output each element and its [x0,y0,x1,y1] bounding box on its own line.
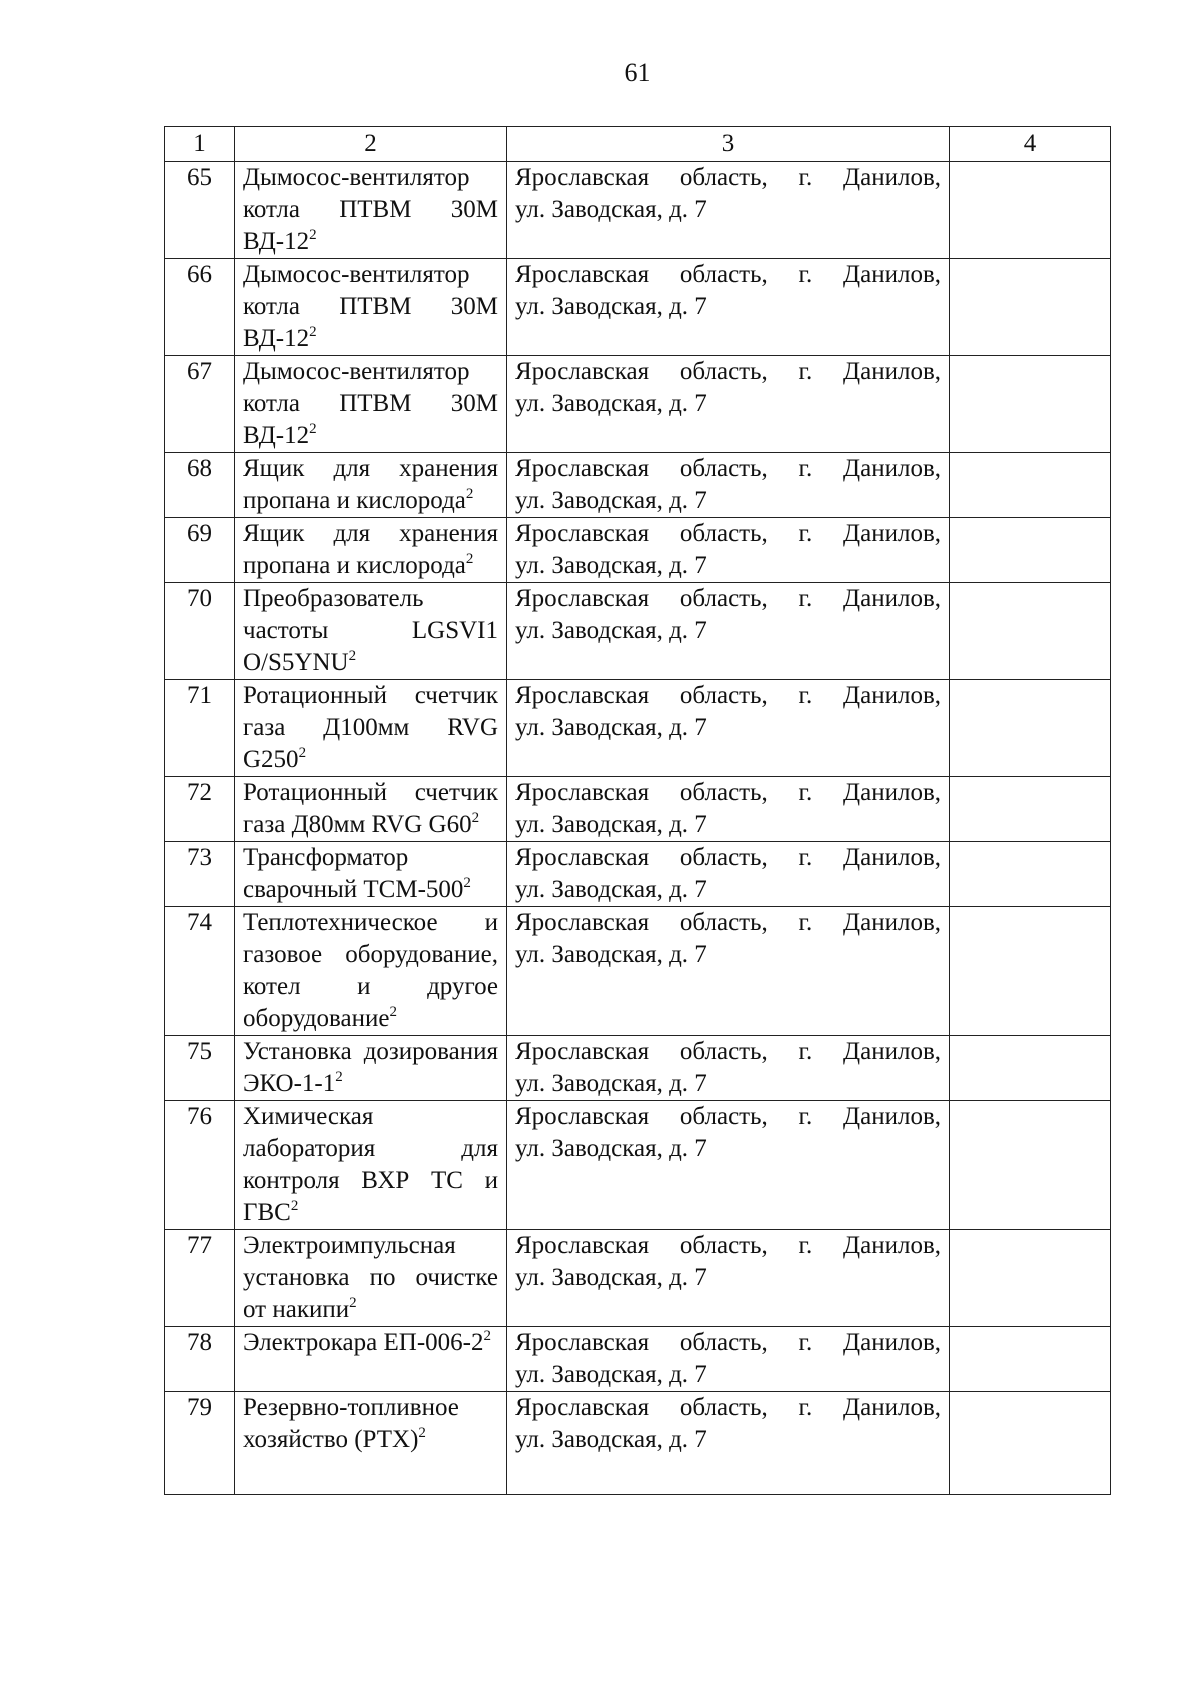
footnote-marker: 2 [309,421,317,437]
footnote-marker: 2 [465,486,474,502]
table-row [165,777,1111,842]
equipment-name: Ротационный счетчик газа Д80мм RVG $G60^2$ [235,777,507,842]
row-number: 68 [165,453,235,518]
equipment-table [164,126,1111,1495]
row-number: 76 [165,1101,235,1230]
footnote-marker: 2 [465,551,474,567]
column-4-cell [950,162,1111,259]
table-row [165,259,1111,356]
footnote-marker: 2 [483,1328,491,1344]
table-row [165,842,1111,907]
table-row [165,1327,1111,1392]
column-4-cell [950,1327,1111,1392]
equipment-name: Электрокара $ЕП-006-2^2$ [235,1327,507,1392]
table-row [165,453,1111,518]
address: Ярославская область, г. Данилов, ул. Заводская, д. 7 [507,453,950,518]
column-4-cell [950,583,1111,680]
row-number: 65 [165,162,235,259]
equipment-name: Ящик для хранения пропана и кислорода$^2$ [235,453,507,518]
table-row [165,1101,1111,1230]
row-number: 70 [165,583,235,680]
address: Ярославская область, г. Данилов, ул. Заводская, д. 7 [507,1036,950,1101]
address: Ярославская область, г. Данилов, ул. Заводская, д. 7 [507,1327,950,1392]
equipment-name: Дымосос-вентилятор котла ПТВМ 30М $ВД-12^2$ [235,356,507,453]
table-row [165,1036,1111,1101]
equipment-name: Преобразователь частоты LGSVI1 O/S5YNU$^2$ [235,583,507,680]
column-header-1: 1 [165,127,235,162]
address: Ярославская область, г. Данилов, ул. Заводская, д. 7 [507,1101,950,1230]
column-4-cell [950,356,1111,453]
column-4-cell [950,777,1111,842]
column-4-cell [950,1036,1111,1101]
page-number: 61 [624,58,651,87]
column-4-cell [950,259,1111,356]
address: Ярославская область, г. Данилов, ул. Заводская, д. 7 [507,356,950,453]
footnote-marker: 2 [471,810,480,826]
column-4-cell [950,1392,1111,1495]
equipment-name: Химическая лаборатория для контроля ВХР ТС и ГВС$^2$ [235,1101,507,1230]
address: Ярославская область, г. Данилов, ул. Заводская, д. 7 [507,259,950,356]
column-header-4: 4 [950,127,1111,162]
address: Ярославская область, г. Данилов, ул. Заводская, д. 7 [507,842,950,907]
address: Ярославская область, г. Данилов, ул. Заводская, д. 7 [507,680,950,777]
column-4-cell [950,453,1111,518]
address: Ярославская область, г. Данилов, ул. Заводская, д. 7 [507,1230,950,1327]
row-number: 66 [165,259,235,356]
address: Ярославская область, г. Данилов, ул. Заводская, д. 7 [507,907,950,1036]
row-number: 67 [165,356,235,453]
equipment-name: Теплотехническое и газовое оборудование, котел и другое оборудование$^2$ [235,907,507,1036]
column-header-3: 3 [507,127,950,162]
address: Ярославская область, г. Данилов, ул. Заводская, д. 7 [507,162,950,259]
column-4-cell [950,842,1111,907]
footnote-marker: 2 [463,875,471,891]
footnote-marker: 2 [389,1004,397,1020]
row-number: 69 [165,518,235,583]
table-row [165,907,1111,1036]
table-header-row [165,127,1111,162]
row-number: 71 [165,680,235,777]
row-number: 73 [165,842,235,907]
table-row [165,518,1111,583]
footnote-marker: 2 [335,1069,343,1085]
footnote-marker: 2 [349,1295,357,1311]
footnote-marker: 2 [290,1198,299,1214]
table-row [165,680,1111,777]
address: Ярославская область, г. Данилов, ул. Заводская, д. 7 [507,583,950,680]
row-number: 75 [165,1036,235,1101]
equipment-name: Резервно-топливное хозяйство (РТХ)$^2$ [235,1392,507,1495]
column-4-cell [950,1230,1111,1327]
footnote-marker: 2 [309,227,317,243]
column-4-cell [950,1101,1111,1230]
row-number: 78 [165,1327,235,1392]
row-number: 74 [165,907,235,1036]
footnote-marker: 2 [298,745,307,761]
equipment-name: Дымосос-вентилятор котла ПТВМ 30М $ВД-12^2$ [235,259,507,356]
column-4-cell [950,680,1111,777]
row-number: 72 [165,777,235,842]
equipment-name: Ящик для хранения пропана и кислорода$^2$ [235,518,507,583]
equipment-name: Ротационный счетчик газа Д100мм RVG $G250^2$ [235,680,507,777]
footnote-marker: 2 [418,1425,426,1441]
equipment-name: Трансформатор сварочный ТСМ-$500^2$ [235,842,507,907]
footnote-marker: 2 [348,648,357,664]
address: Ярославская область, г. Данилов, ул. Заводская, д. 7 [507,1392,950,1495]
row-number: 79 [165,1392,235,1495]
table-row [165,356,1111,453]
table-row [165,1392,1111,1495]
address: Ярославская область, г. Данилов, ул. Заводская, д. 7 [507,777,950,842]
equipment-name: Дымосос-вентилятор котла ПТВМ 30М $ВД-12^2$ [235,162,507,259]
address: Ярославская область, г. Данилов, ул. Заводская, д. 7 [507,518,950,583]
footnote-marker: 2 [309,324,317,340]
row-number: 77 [165,1230,235,1327]
column-4-cell [950,518,1111,583]
table-row [165,1230,1111,1327]
table-row [165,583,1111,680]
table-row [165,162,1111,259]
equipment-name: Электроимпульсная установка по очистке от накипи$^2$ [235,1230,507,1327]
equipment-name: Установка дозирования ЭКО-$1-1^2$ [235,1036,507,1101]
column-header-2: 2 [235,127,507,162]
column-4-cell [950,907,1111,1036]
